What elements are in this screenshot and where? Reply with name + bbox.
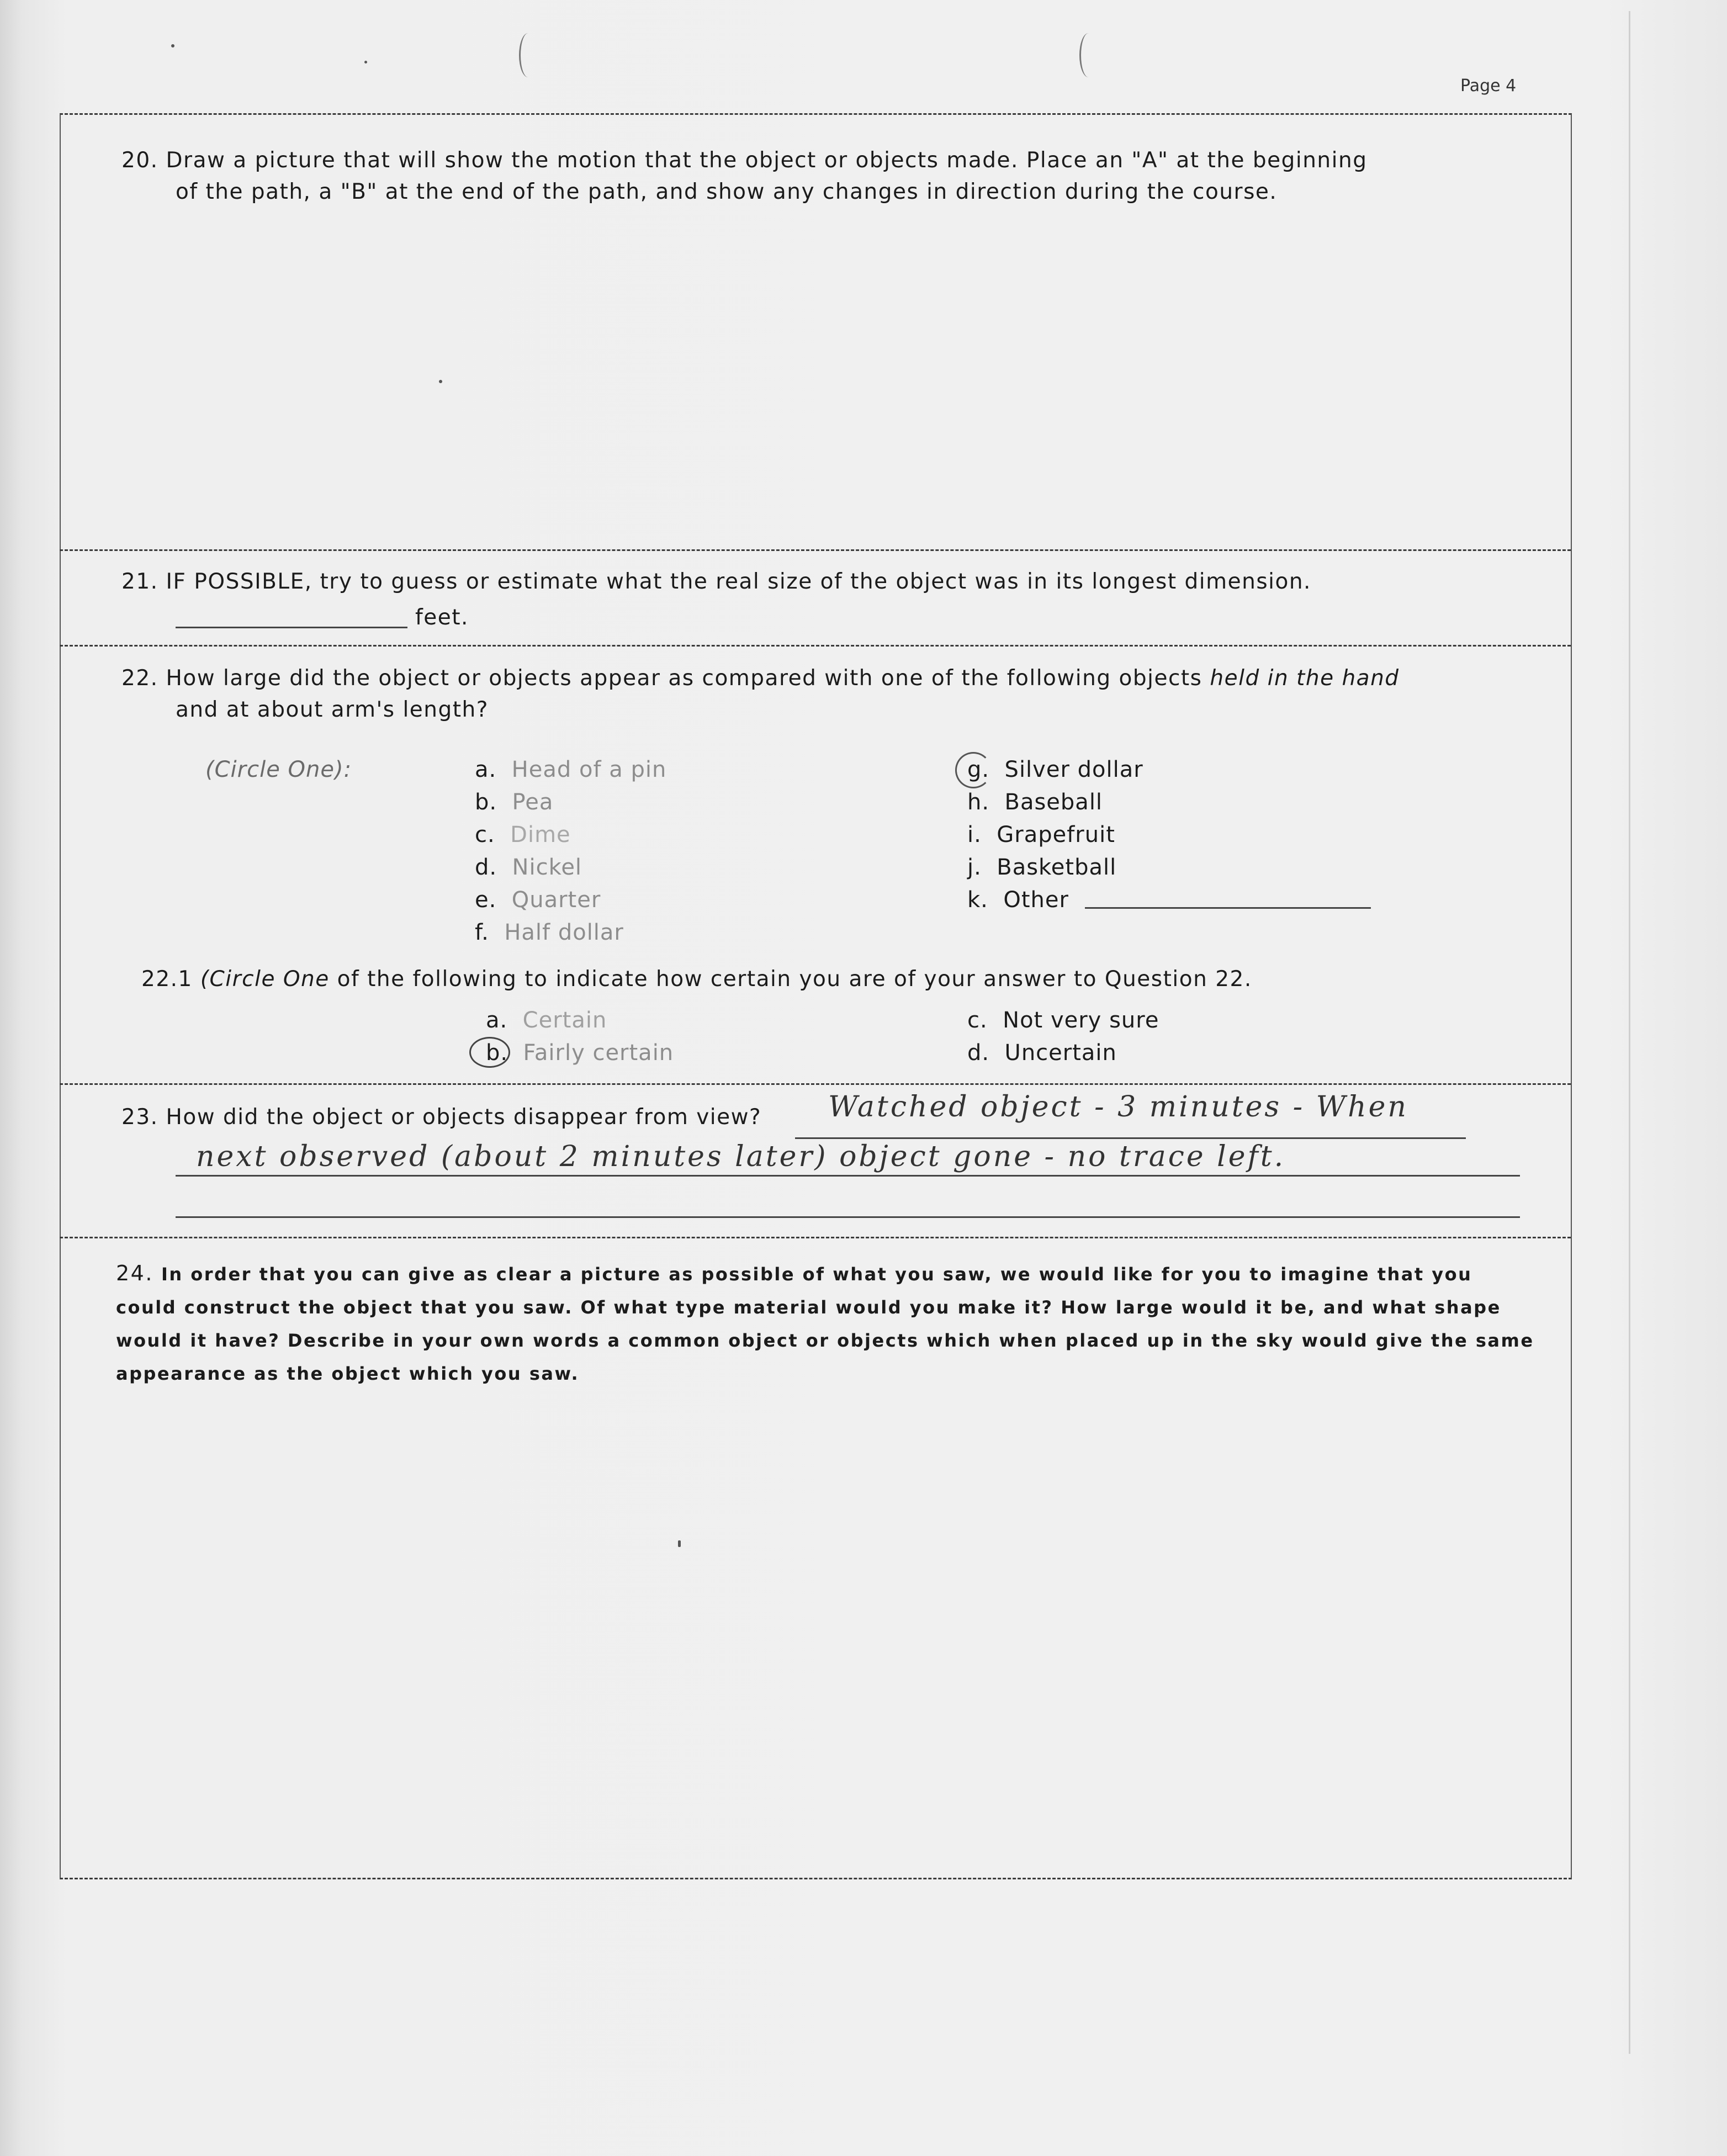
question-number: 24. <box>116 1261 153 1285</box>
certainty-option-c[interactable]: c. Not very sure <box>967 1008 1159 1033</box>
page-edge <box>1629 11 1630 2054</box>
scan-speck <box>364 61 367 63</box>
unit-label: feet. <box>415 605 469 630</box>
question-24 <box>116 1257 1535 1390</box>
section-divider <box>60 549 1571 551</box>
question-number: 22. <box>121 666 158 691</box>
question-22-1 <box>141 963 1522 995</box>
question-text: How large did the object or objects appear as compared with one of the following objects <box>166 666 1202 691</box>
question-text: In order that you can give as clear a picture as possible of what you saw, we would like for you to imagine that you could construct the object that you saw. Of what type material would you make it? How large would it be, and what shape would it have? Describe in your own words a common object or objects which when placed up in the sky would give the same appearance as the object which you saw. <box>116 1264 1534 1384</box>
question-number: 22.1 <box>141 967 193 992</box>
question-text: and at about arm's length? <box>176 697 489 722</box>
question-number: 20. <box>121 148 158 173</box>
section-divider <box>60 1083 1571 1085</box>
option-k[interactable]: k. Other <box>967 887 1069 913</box>
question-20 <box>121 145 1535 208</box>
handwritten-answer-line-2[interactable]: next observed (about 2 minutes later) object gone - no trace left. <box>196 1140 1286 1173</box>
section-divider <box>60 645 1571 647</box>
option-c[interactable]: c. Dime <box>475 822 571 847</box>
question-22 <box>121 663 1557 725</box>
answer-line <box>176 1175 1520 1177</box>
answer-line <box>795 1137 1466 1139</box>
option-a[interactable]: a. Head of a pin <box>475 757 667 782</box>
question-text-emphasis: held in the hand <box>1210 666 1400 691</box>
option-d[interactable]: d. Nickel <box>475 855 582 880</box>
question-text: of the following to indicate how certain you are of your answer to Question 22. <box>337 967 1252 992</box>
question-21 <box>121 566 1535 597</box>
question-number: 23. <box>121 1105 158 1130</box>
question-text: Draw a picture that will show the motion that the object or objects made. Place an "A" at the beginning <box>166 148 1368 173</box>
circle-one-prompt: (Circle One): <box>205 757 352 782</box>
page-number: Page 4 <box>1460 76 1517 96</box>
option-i[interactable]: i. Grapefruit <box>967 822 1115 847</box>
option-f[interactable]: f. Half dollar <box>475 920 624 945</box>
paper-mark <box>1079 33 1098 77</box>
handwritten-answer-line-1[interactable]: Watched object - 3 minutes - When <box>828 1090 1408 1124</box>
certainty-option-b-selected[interactable]: b. Fairly certain <box>486 1040 674 1066</box>
scan-speck <box>171 44 174 47</box>
description-area[interactable] <box>77 1402 1546 1855</box>
option-h[interactable]: h. Baseball <box>967 790 1103 815</box>
question-text-emphasis: (Circle One <box>200 967 330 992</box>
question-23 <box>121 1101 761 1133</box>
option-j[interactable]: j. Basketball <box>967 855 1117 880</box>
question-number: 21. <box>121 569 158 594</box>
option-g-selected[interactable]: g. Silver dollar <box>967 757 1143 782</box>
option-b[interactable]: b. Pea <box>475 790 554 815</box>
certainty-option-a[interactable]: a. Certain <box>486 1008 607 1033</box>
question-text: How did the object or objects disappear from view? <box>166 1105 762 1130</box>
question-text: IF POSSIBLE, try to guess or estimate what the real size of the object was in its longest dimension. <box>166 569 1311 594</box>
section-divider <box>60 1237 1571 1238</box>
certainty-option-d[interactable]: d. Uncertain <box>967 1040 1117 1066</box>
size-input-line[interactable] <box>176 627 407 628</box>
other-input-line[interactable] <box>1085 907 1371 909</box>
drawing-area[interactable] <box>77 221 1546 530</box>
question-text: of the path, a "B" at the end of the path, and show any changes in direction during the course. <box>176 179 1278 204</box>
answer-line[interactable] <box>176 1216 1520 1218</box>
paper-mark <box>519 33 537 77</box>
option-e[interactable]: e. Quarter <box>475 887 601 913</box>
